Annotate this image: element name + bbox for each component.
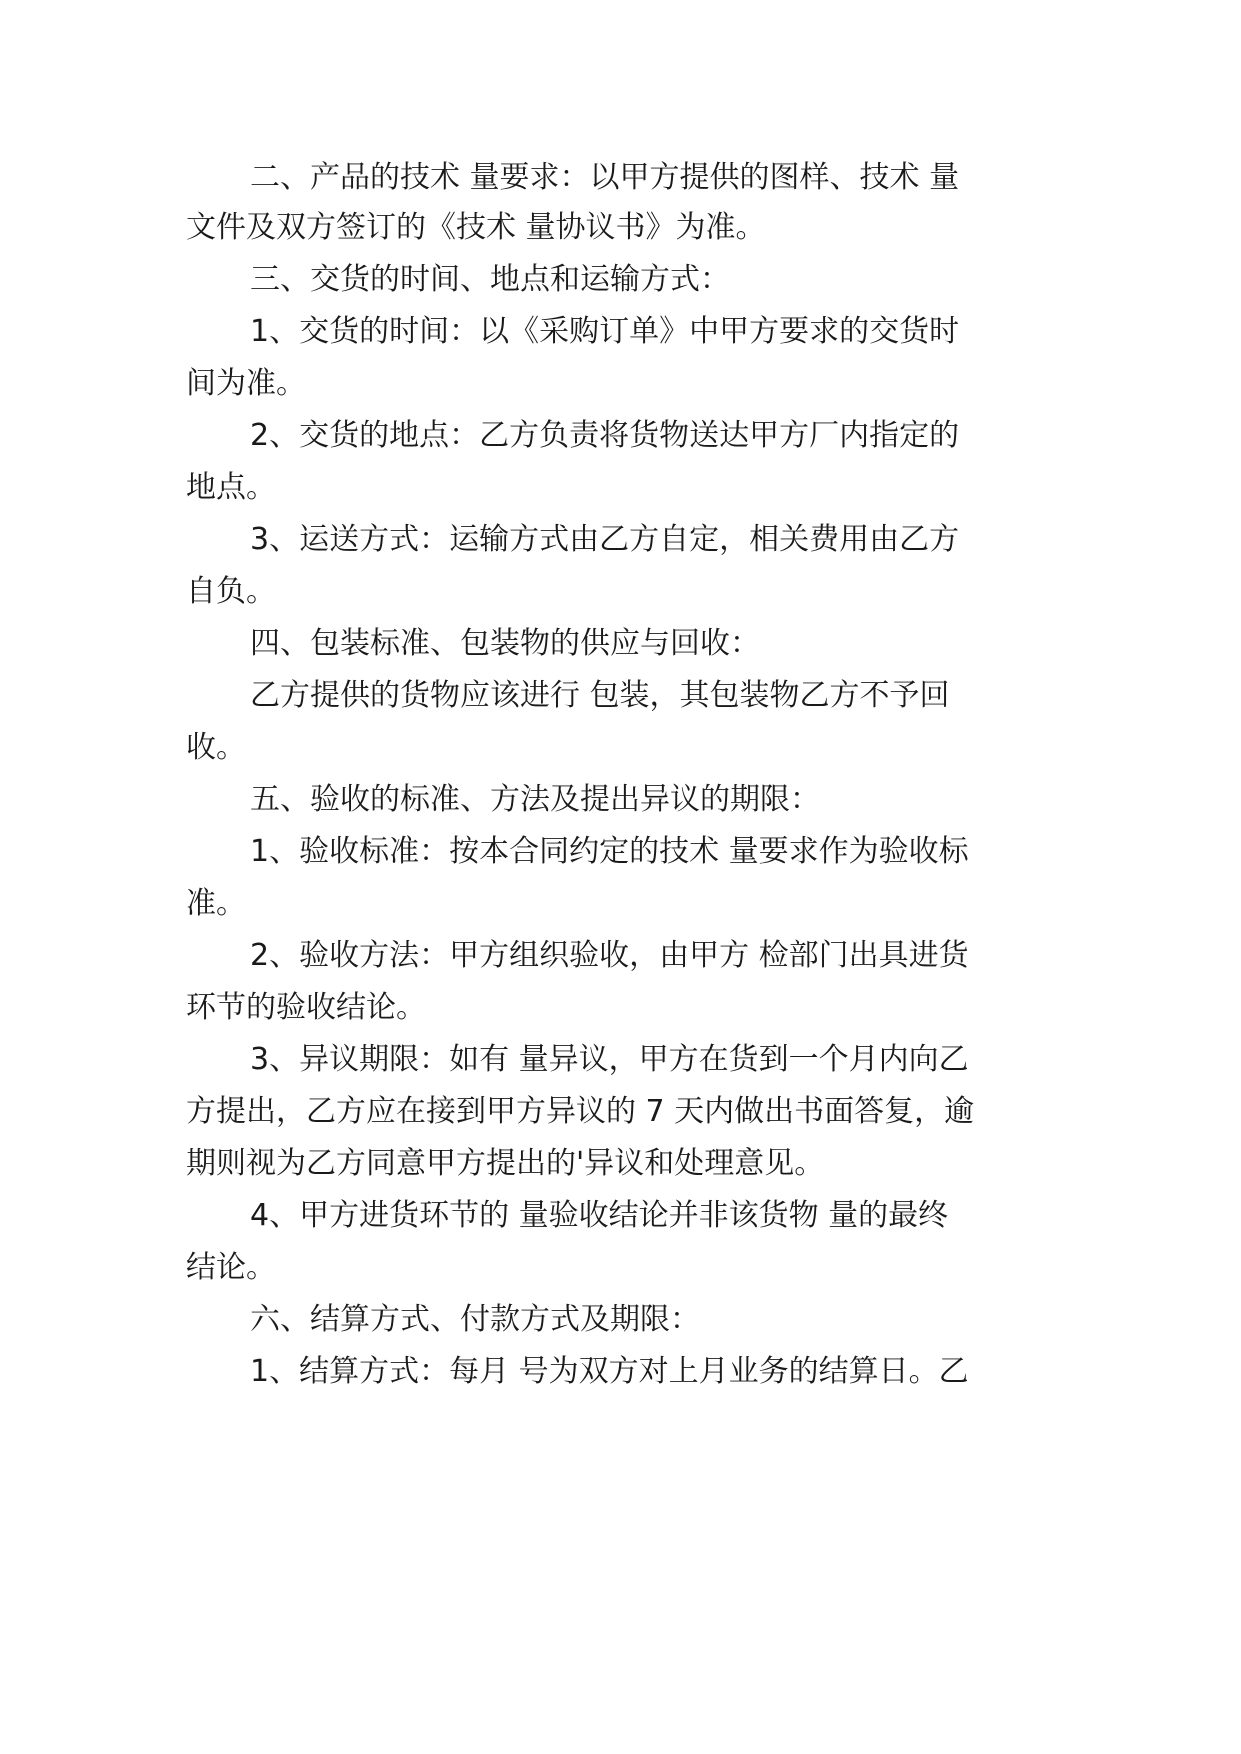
- para-line: 文件及双方签订的《技术 量协议书》为准。: [186, 210, 766, 245]
- para-line: 乙方提供的货物应该进行 包装，其包装物乙方不予回: [250, 678, 950, 713]
- para-line: 3、异议期限：如有 量异议，甲方在货到一个月内向乙: [250, 1042, 969, 1077]
- para-line: 2、交货的地点：乙方负责将货物送达甲方厂内指定的: [250, 418, 960, 453]
- section-heading: 六、结算方式、付款方式及期限：: [250, 1302, 700, 1337]
- para-line: 1、结算方式：每月 号为双方对上月业务的结算日。乙: [250, 1354, 969, 1389]
- para-line: 准。: [186, 886, 246, 921]
- para-line: 二、产品的技术 量要求：以甲方提供的图样、技术 量: [250, 160, 960, 195]
- para-line: 4、甲方进货环节的 量验收结论并非该货物 量的最终: [250, 1198, 949, 1233]
- para-line: 结论。: [186, 1250, 276, 1285]
- section-heading: 三、交货的时间、地点和运输方式：: [250, 262, 730, 297]
- para-line: 方提出，乙方应在接到甲方异议的 7 天内做出书面答复，逾: [186, 1094, 975, 1129]
- section-heading: 四、包装标准、包装物的供应与回收：: [250, 626, 760, 661]
- para-line: 环节的验收结论。: [186, 990, 426, 1025]
- para-line: 收。: [186, 730, 246, 765]
- para-line: 期则视为乙方同意甲方提出的'异议和处理意见。: [186, 1146, 825, 1181]
- para-line: 自负。: [186, 574, 276, 609]
- para-line: 1、验收标准：按本合同约定的技术 量要求作为验收标: [250, 834, 969, 869]
- section-heading: 五、验收的标准、方法及提出异议的期限：: [250, 782, 820, 817]
- para-line: 地点。: [186, 470, 276, 505]
- para-line: 2、验收方法：甲方组织验收，由甲方 检部门出具进货: [250, 938, 969, 973]
- para-line: 1、交货的时间：以《采购订单》中甲方要求的交货时: [250, 314, 960, 349]
- para-line: 3、运送方式：运输方式由乙方自定，相关费用由乙方: [250, 522, 960, 557]
- para-line: 间为准。: [186, 366, 306, 401]
